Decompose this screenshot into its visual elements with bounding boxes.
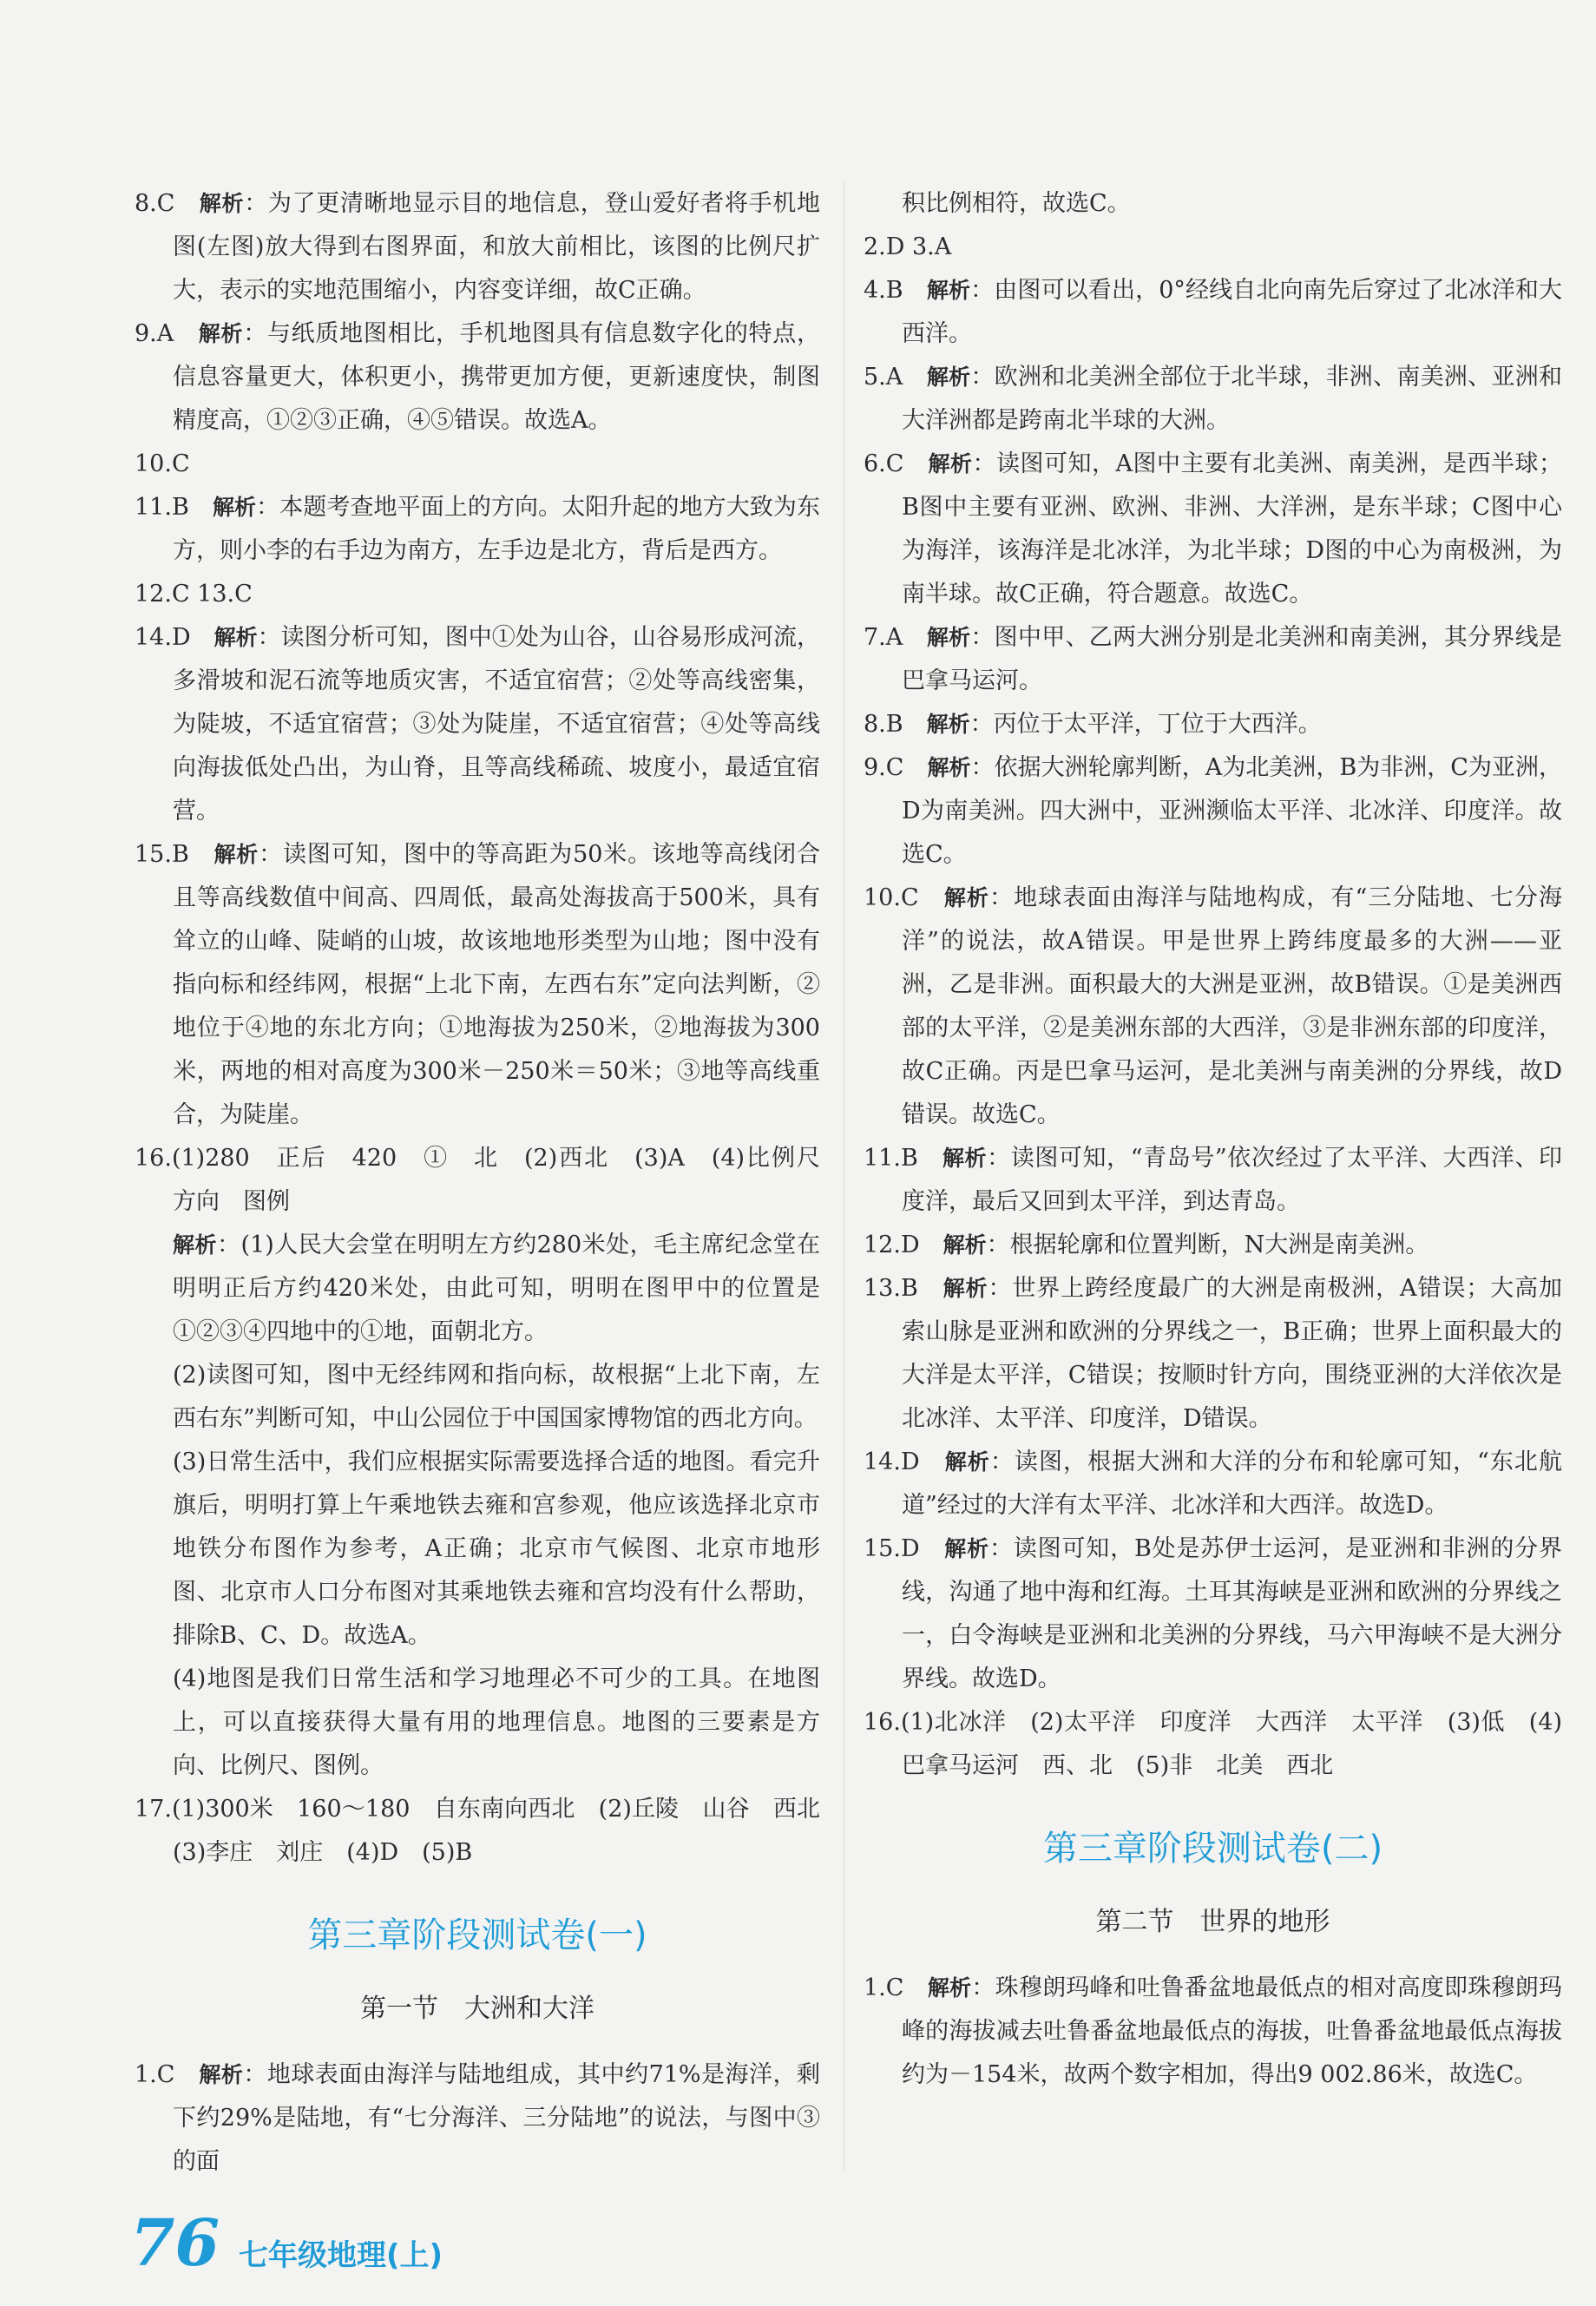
answer-item: 6.C 解析：读图可知，A图中主要有北美洲、南美洲，是西半球；B图中主要有亚洲、欧洲、非洲、大洋洲，是东半球；C图中心为海洋，该海洋是北冰洋，为北半球；D图的中心为南极洲，为南半球。故C正确，符合题意。故选C。 — [864, 450, 1563, 608]
answer-item: 11.B 解析：本题考查地平面上的方向。太阳升起的地方大致为东方，则小李的右手边为南方，左手边是北方，背后是西方。 — [135, 494, 821, 564]
analysis-paragraph: (4)地图是我们日常生活和学习地理必不可少的工具。在地图上，可以直接获得大量有用的地理信息。地图的三要素是方向、比例尺、图例。 — [173, 1665, 820, 1779]
analysis-paragraph: (2)读图可知，图中无经纬网和指向标，故根据“上北下南，左西右东”判断可知，中山公园位于中国国家博物馆的西北方向。 — [173, 1362, 820, 1432]
answer-item: 16.(1)北冰洋 (2)太平洋 印度洋 大西洋 太平洋 (3)低 (4)巴拿马运河 西、北 (5)非 北美 西北 — [864, 1709, 1562, 1779]
analysis-paragraph: 解析：(1)人民大会堂在明明左方约280米处，毛主席纪念堂在明明正后方约420米处，由此可知，明明在图甲中的位置是①②③④四地中的①地，面朝北方。 — [173, 1232, 821, 1345]
answer-item: 15.D 解析：读图可知，B处是苏伊士运河，是亚洲和非洲的分界线，沟通了地中海和红海。土耳其海峡是亚洲和欧洲的分界线之一，白令海峡是亚洲和北美洲的分界线，马六甲海峡不是大洲分界线。故选D。 — [864, 1535, 1562, 1692]
answer-item: 8.B 解析：丙位于太平洋，丁位于大西洋。 — [864, 711, 1322, 738]
section-title: 第二节 世界的地形 — [1095, 1907, 1330, 1937]
answer-item: 2.D 3.A — [864, 233, 952, 260]
chapter-title: 第三章阶段测试卷(一) — [307, 1915, 647, 1955]
answer-item: 1.C 解析：珠穆朗玛峰和吐鲁番盆地最低点的相对高度即珠穆朗玛峰的海拔减去吐鲁番盆地最低点的海拔，吐鲁番盆地最低点海拔约为－154米，故两个数字相加，得出9 002.86米，故选C。 — [864, 1974, 1562, 2088]
answer-item: 8.C 解析：为了更清晰地显示目的地信息，登山爱好者将手机地图(左图)放大得到右图界面，和放大前相比，该图的比例尺扩大，表示的实地范围缩小，内容变详细，故C正确。 — [135, 190, 820, 304]
answer-item: 11.B 解析：读图可知，“青岛号”依次经过了太平洋、大西洋、印度洋，最后又回到太平洋，到达青岛。 — [864, 1145, 1562, 1215]
answer-item: 17.(1)300米 160～180 自东南向西北 (2)丘陵 山谷 西北 (3)李庄 刘庄 (4)D (5)B — [135, 1796, 844, 1866]
left-column — [135, 182, 844, 2184]
answer-item: 16.(1)280 正后 420 ① 北 (2)西北 (3)A (4)比例尺 方向 图例 — [135, 1145, 844, 1215]
chapter-title: 第三章阶段测试卷(二) — [1042, 1829, 1383, 1869]
section-title: 第一节 大洲和大洋 — [360, 1994, 594, 2024]
continuation-text: 积比例相符，故选C。 — [902, 190, 1131, 217]
answer-item: 5.A 解析：欧洲和北美洲全部位于北半球，非洲、南美洲、亚洲和大洋洲都是跨南北半球的大洲。 — [864, 364, 1563, 434]
answer-item: 9.A 解析：与纸质地图相比，手机地图具有信息数字化的特点，信息容量更大，体积更小，携带更加方便，更新速度快，制图精度高，①②③正确，④⑤错误。故选A。 — [135, 320, 821, 434]
answer-item: 10.C 解析：地球表面由海洋与陆地构成，有“三分陆地、七分海洋”的说法，故A错误。甲是世界上跨纬度最多的大洲——亚洲，乙是非洲。面积最大的大洲是亚洲，故B错误。①是美洲西部的太平洋，②是美洲东部的大西洋，③是非洲东部的印度洋，故C正确。丙是巴拿马运河，是北美洲与南美洲的分界线，故D错误。故选C。 — [864, 884, 1563, 1128]
answer-item: 15.B 解析：读图可知，图中的等高距为50米。该地等高线闭合且等高线数值中间高、四周低，最高处海拔高于500米，具有耸立的山峰、陡峭的山坡，故该地地形类型为山地；图中没有指向标和经纬网，根据“上北下南，左西右东”定向法判断，②地位于④地的东北方向；①地海拔为250米，②地海拔为300米，两地的相对高度为300米－250米＝50米；③地等高线重合，为陡崖。 — [135, 841, 820, 1128]
answer-item: 14.D 解析：读图，根据大洲和大洋的分布和轮廓可知，“东北航道”经过的大洋有太平洋、北冰洋和大西洋。故选D。 — [864, 1449, 1562, 1519]
page-footer — [130, 2206, 443, 2281]
right-column — [864, 182, 1562, 2097]
book-title: 七年级地理(上) — [238, 2238, 443, 2273]
answer-item: 10.C — [135, 450, 190, 477]
answer-item: 14.D 解析：读图分析可知，图中①处为山谷，山谷易形成河流，多滑坡和泥石流等地质灾害，不适宜宿营；②处等高线密集，为陡坡，不适宜宿营；③处为陡崖，不适宜宿营；④处等高线向海拔低处凸出，为山脊，且等高线稀疏、坡度小，最适宜宿营。 — [135, 624, 820, 825]
page-number: 76 — [130, 2206, 220, 2281]
analysis-paragraph: (3)日常生活中，我们应根据实际需要选择合适的地图。看完升旗后，明明打算上午乘地铁去雍和宫参观，他应该选择北京市地铁分布图作为参考，A正确；北京市气候图、北京市地形图、北京市人口分布图对其乘地铁去雍和宫均没有什么帮助，排除B、C、D。故选A。 — [173, 1449, 820, 1649]
answer-item: 4.B 解析：由图可以看出，0°经线自北向南先后穿过了北冰洋和大西洋。 — [864, 277, 1562, 347]
answer-item: 12.C 13.C — [135, 581, 253, 608]
answer-item: 7.A 解析：图中甲、乙两大洲分别是北美洲和南美洲，其分界线是巴拿马运河。 — [864, 624, 1563, 694]
answer-item: 12.D 解析：根据轮廓和位置判断，N大洲是南美洲。 — [864, 1232, 1429, 1258]
answer-item: 9.C 解析：依据大洲轮廓判断，A为北美洲，B为非洲，C为亚洲，D为南美洲。四大洲中，亚洲濒临太平洋、北冰洋、印度洋。故选C。 — [864, 754, 1563, 868]
answer-item: 13.B 解析：世界上跨经度最广的大洲是南极洲，A错误；大高加索山脉是亚洲和欧洲的分界线之一，B正确；世界上面积最大的大洋是太平洋，C错误；按顺时针方向，围绕亚洲的大洋依次是北冰洋、太平洋、印度洋，D错误。 — [864, 1275, 1563, 1432]
answer-item: 1.C 解析：地球表面由海洋与陆地组成，其中约71%是海洋，剩下约29%是陆地，有“七分海洋、三分陆地”的说法，与图中③的面 — [135, 2061, 820, 2175]
